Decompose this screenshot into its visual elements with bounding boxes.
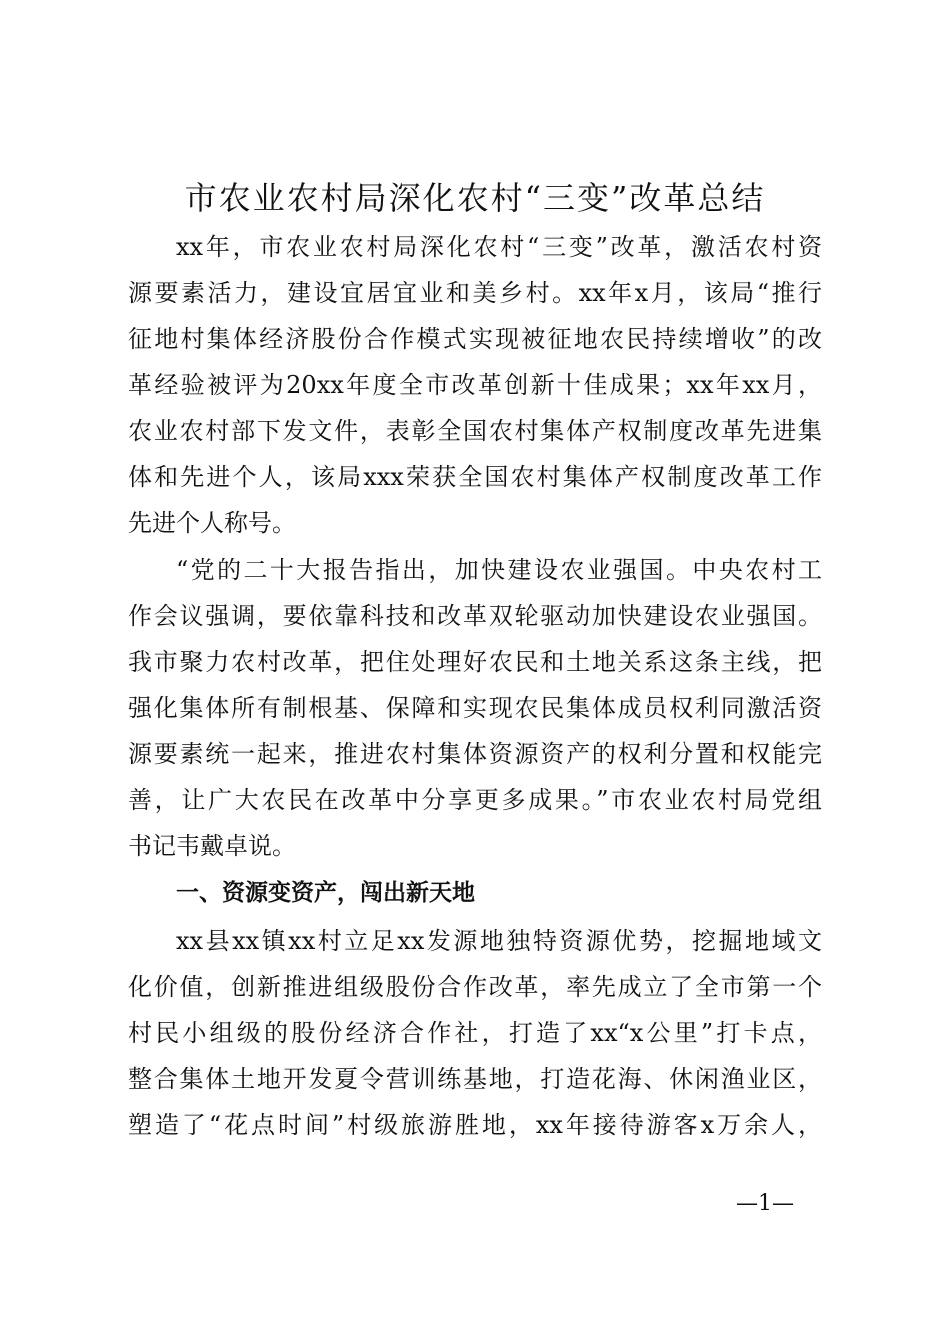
paragraph-line: 书记韦戴卓说。 (128, 832, 296, 860)
page-number: —1— (736, 1191, 794, 1216)
paragraph-line: 化价值，创新推进组级股份合作改革，率先成立了全市第一个 (128, 973, 822, 1001)
paragraph-3 (128, 918, 822, 1148)
paragraph-line: xx年，市农业农村局深化农村“三变”改革，激活农村资 (176, 233, 822, 261)
paragraph-1 (128, 224, 822, 546)
paragraph-line: 村民小组级的股份经济合作社，打造了xx“x公里”打卡点， (128, 1019, 822, 1047)
paragraph-line: xx县xx镇xx村立足xx发源地独特资源优势，挖掘地域文 (176, 927, 822, 955)
paragraph-line: 源要素活力，建设宜居宜业和美乡村。xx年x月，该局“推行 (128, 279, 822, 307)
paragraph-line: 作会议强调，要依靠科技和改革双轮驱动加快建设农业强国。 (128, 602, 822, 630)
paragraph-line: 农业农村部下发文件，表彰全国农村集体产权制度改革先进集 (128, 417, 822, 445)
paragraph-line: 源要素统一起来，推进农村集体资源资产的权利分置和权能完 (128, 740, 822, 768)
paragraph-line: 塑造了“花点时间”村级旅游胜地，xx年接待游客x万余人， (128, 1111, 822, 1139)
paragraph-line: 体和先进个人，该局xxx荣获全国农村集体产权制度改革工作 (128, 463, 822, 491)
paragraph-line: 强化集体所有制根基、保障和实现农民集体成员权利同激活资 (128, 694, 822, 722)
paragraph-2 (128, 547, 822, 869)
document-title: 市农业农村局深化农村“三变”改革总结 (184, 179, 766, 217)
paragraph-line: 革经验被评为20xx年度全市改革创新十佳成果；xx年xx月， (128, 371, 822, 399)
paragraph-line: 我市聚力农村改革，把住处理好农民和土地关系这条主线，把 (128, 648, 822, 676)
paragraph-line: 先进个人称号。 (128, 509, 296, 537)
paragraph-line: 整合集体土地开发夏令营训练基地，打造花海、休闲渔业区， (128, 1065, 822, 1093)
section-heading: 一、资源变资产，闯出新天地 (176, 880, 475, 906)
paragraph-line: 善，让广大农民在改革中分享更多成果。”市农业农村局党组 (128, 786, 822, 814)
paragraph-line: “党的二十大报告指出，加快建设农业强国。中央农村工 (176, 556, 822, 584)
paragraph-line: 征地村集体经济股份合作模式实现被征地农民持续增收”的改 (128, 325, 822, 353)
